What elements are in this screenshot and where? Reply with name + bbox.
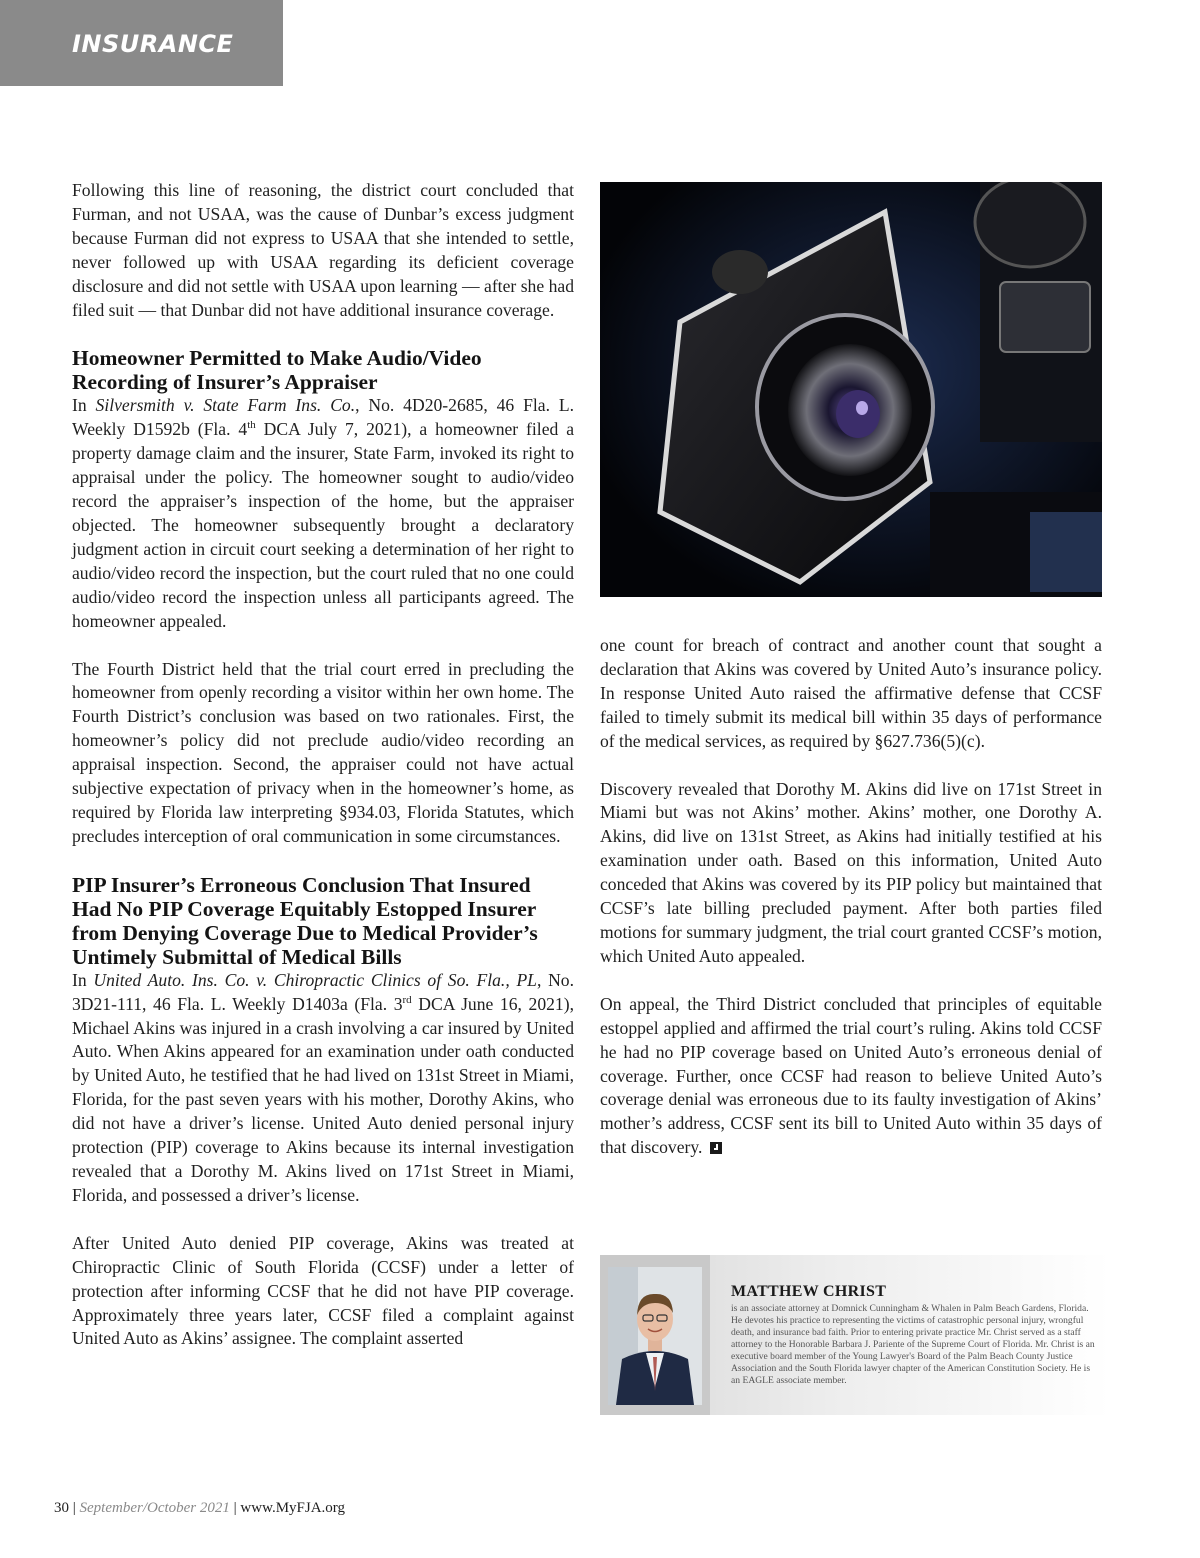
video-camera-photo bbox=[600, 182, 1102, 597]
section-tab bbox=[0, 0, 283, 86]
paragraph-ccsf-treatment: After United Auto denied PIP coverage, Akins was treated at Chiropractic Clinic of South Florida (CCSF) under a letter of protection after informing CCSF that he did not have PIP coverage. Approximately three years later, CCSF filed a complaint against United Auto as Akins’ assignee. The complaint asserted bbox=[72, 1232, 574, 1349]
paragraph-appeal: On appeal, the Third District concluded that principles of equitable estoppel applied and affirmed the trial court’s ruling. Akins told CCSF he had no PIP coverage based on United Auto’s erroneous denial of coverage. Further, once CCSF had reason to believe United Auto’s coverage denial was erroneous due to its faulty investigation of Akins’ mother’s address, CCSF sent its bill to United Auto within 35 days of that discovery. bbox=[600, 993, 1102, 1158]
author-bio bbox=[600, 1255, 1110, 1415]
paragraph-reasoning: Following this line of reasoning, the district court concluded that Furman, and not USAA, was the cause of Dunbar’s excess judgment because Furman did not express to USAA that she intended to settle, never followed up with USAA regarding its deficient coverage disclosure and did not settle with USAA upon learning — after she had filed suit — that Dunbar did not have additional insurance coverage. bbox=[72, 180, 574, 320]
section-label: INSURANCE bbox=[72, 30, 234, 58]
page-footer: 30 | September/October 2021 | www.MyFJA.org bbox=[54, 1500, 346, 1516]
author-photo-frame bbox=[600, 1255, 710, 1415]
left-column bbox=[72, 179, 574, 1375]
issue-date: September/October 2021 bbox=[79, 1500, 230, 1516]
right-column bbox=[600, 634, 1102, 1184]
heading-homeowner-recording: Homeowner Permitted to Make Audio/Video Recording of Insurer’s Appraiser bbox=[72, 346, 482, 395]
author-photo bbox=[608, 1267, 702, 1405]
paragraph-silversmith: In Silversmith v. State Farm Ins. Co., No. 4D20-2685, 46 Fla. L. Weekly D1592b (Fla. 4th DCA July 7, 2021), a homeowner filed a property damage claim and the insurer, State Farm, invoked its right to appraisal under the policy. The homeowner sought to audio/video record the appraiser’s inspection of the home, but the appraiser objected. The homeowner subsequently brought a declaratory judgment action in circuit court seeking a determination of her right to audio/video record the inspection, but the court ruled that no one could audio/video record the inspection unless all participants agreed. The homeowner appealed. bbox=[72, 395, 575, 631]
author-name: MATTHEW CHRIST bbox=[731, 1283, 887, 1300]
paragraph-fourth-district: The Fourth District held that the trial court erred in precluding the homeowner from openly recording a visitor within her own home. The Fourth District’s conclusion was based on two rationales. First, the homeowner’s policy did not preclude audio/video recording an appraisal inspection. Second, the appraiser could not have actual subjective expectation of privacy when in the homeowner’s home, as required by Florida law interpreting §934.03, Florida Statutes, which precludes interception of oral communication in some circumstances. bbox=[72, 658, 574, 846]
case-name: United Auto. Ins. Co. v. Chiropractic Clinics of So. Fla., PL bbox=[93, 969, 537, 990]
author-description: is an associate attorney at Domnick Cunningham & Whalen in Palm Beach Gardens, Florida. He devotes his practice to representing the victims of catastrophic personal injury, wrongful death, and insurance bad faith. Prior to entering private practice Mr. Christ served as a staff attorney to the Honorable Barbara J. Pariente of the Supreme Court of Florida. Mr. Christ is an executive board member of the Young Lawyer's Board of the Palm Beach County Justice Association and the South Florida lawyer chapter of the American Constitution Society. He is an EAGLE associate member. bbox=[731, 1303, 1095, 1386]
paragraph-discovery: Discovery revealed that Dorothy M. Akins did live on 171st Street in Miami but was not Akins’ mother. Akins’ mother, one Dorothy A. Akins, did live on 131st Street, as Akins had initially testified at his examination under oath. Based on this information, United Auto conceded that Akins was covered by its PIP policy but maintained that CCSF’s late billing precluded payment. After both parties filed motions for summary judgment, the trial court granted CCSF’s motion, which United Auto appealed. bbox=[600, 778, 1102, 966]
footer-url: www.MyFJA.org bbox=[240, 1500, 346, 1516]
heading-pip-estoppel: PIP Insurer’s Erroneous Conclusion That Insured Had No PIP Coverage Equitably Estopped Insurer from Denying Coverage Due to Medical Provider’s Untimely Submittal of Medical Bills bbox=[72, 872, 538, 969]
case-name: Silversmith v. State Farm Ins. Co. bbox=[95, 395, 356, 416]
paragraph-united-auto: In United Auto. Ins. Co. v. Chiropractic Clinics of So. Fla., PL, No. 3D21-111, 46 Fla. L. Weekly D1403a (Fla. 3rd DCA June 16, 2021), Michael Akins was injured in a crash involving a car insured by United Auto. When Akins appeared for an examination under oath conducted by United Auto, he testified that he had lived on 131st Street in Miami, Florida, for the past seven years with his mother, Dorothy Akins, who did not have a driver’s license. United Auto denied personal injury protection (PIP) coverage to Akins because its internal investigation revealed that a Dorothy M. Akins lived on 171st Street in Miami, Florida, and possessed a driver’s license. bbox=[72, 969, 574, 1205]
page-number: 30 bbox=[54, 1500, 69, 1516]
end-of-article-icon bbox=[710, 1142, 722, 1154]
paragraph-complaint-counts: one count for breach of contract and another count that sought a declaration that Akins was covered by United Auto’s insurance policy. In response United Auto raised the affirmative defense that CCSF failed to timely submit its medical bill within 35 days of performance of the medical services, as required by §627.736(5)(c). bbox=[600, 635, 1102, 751]
